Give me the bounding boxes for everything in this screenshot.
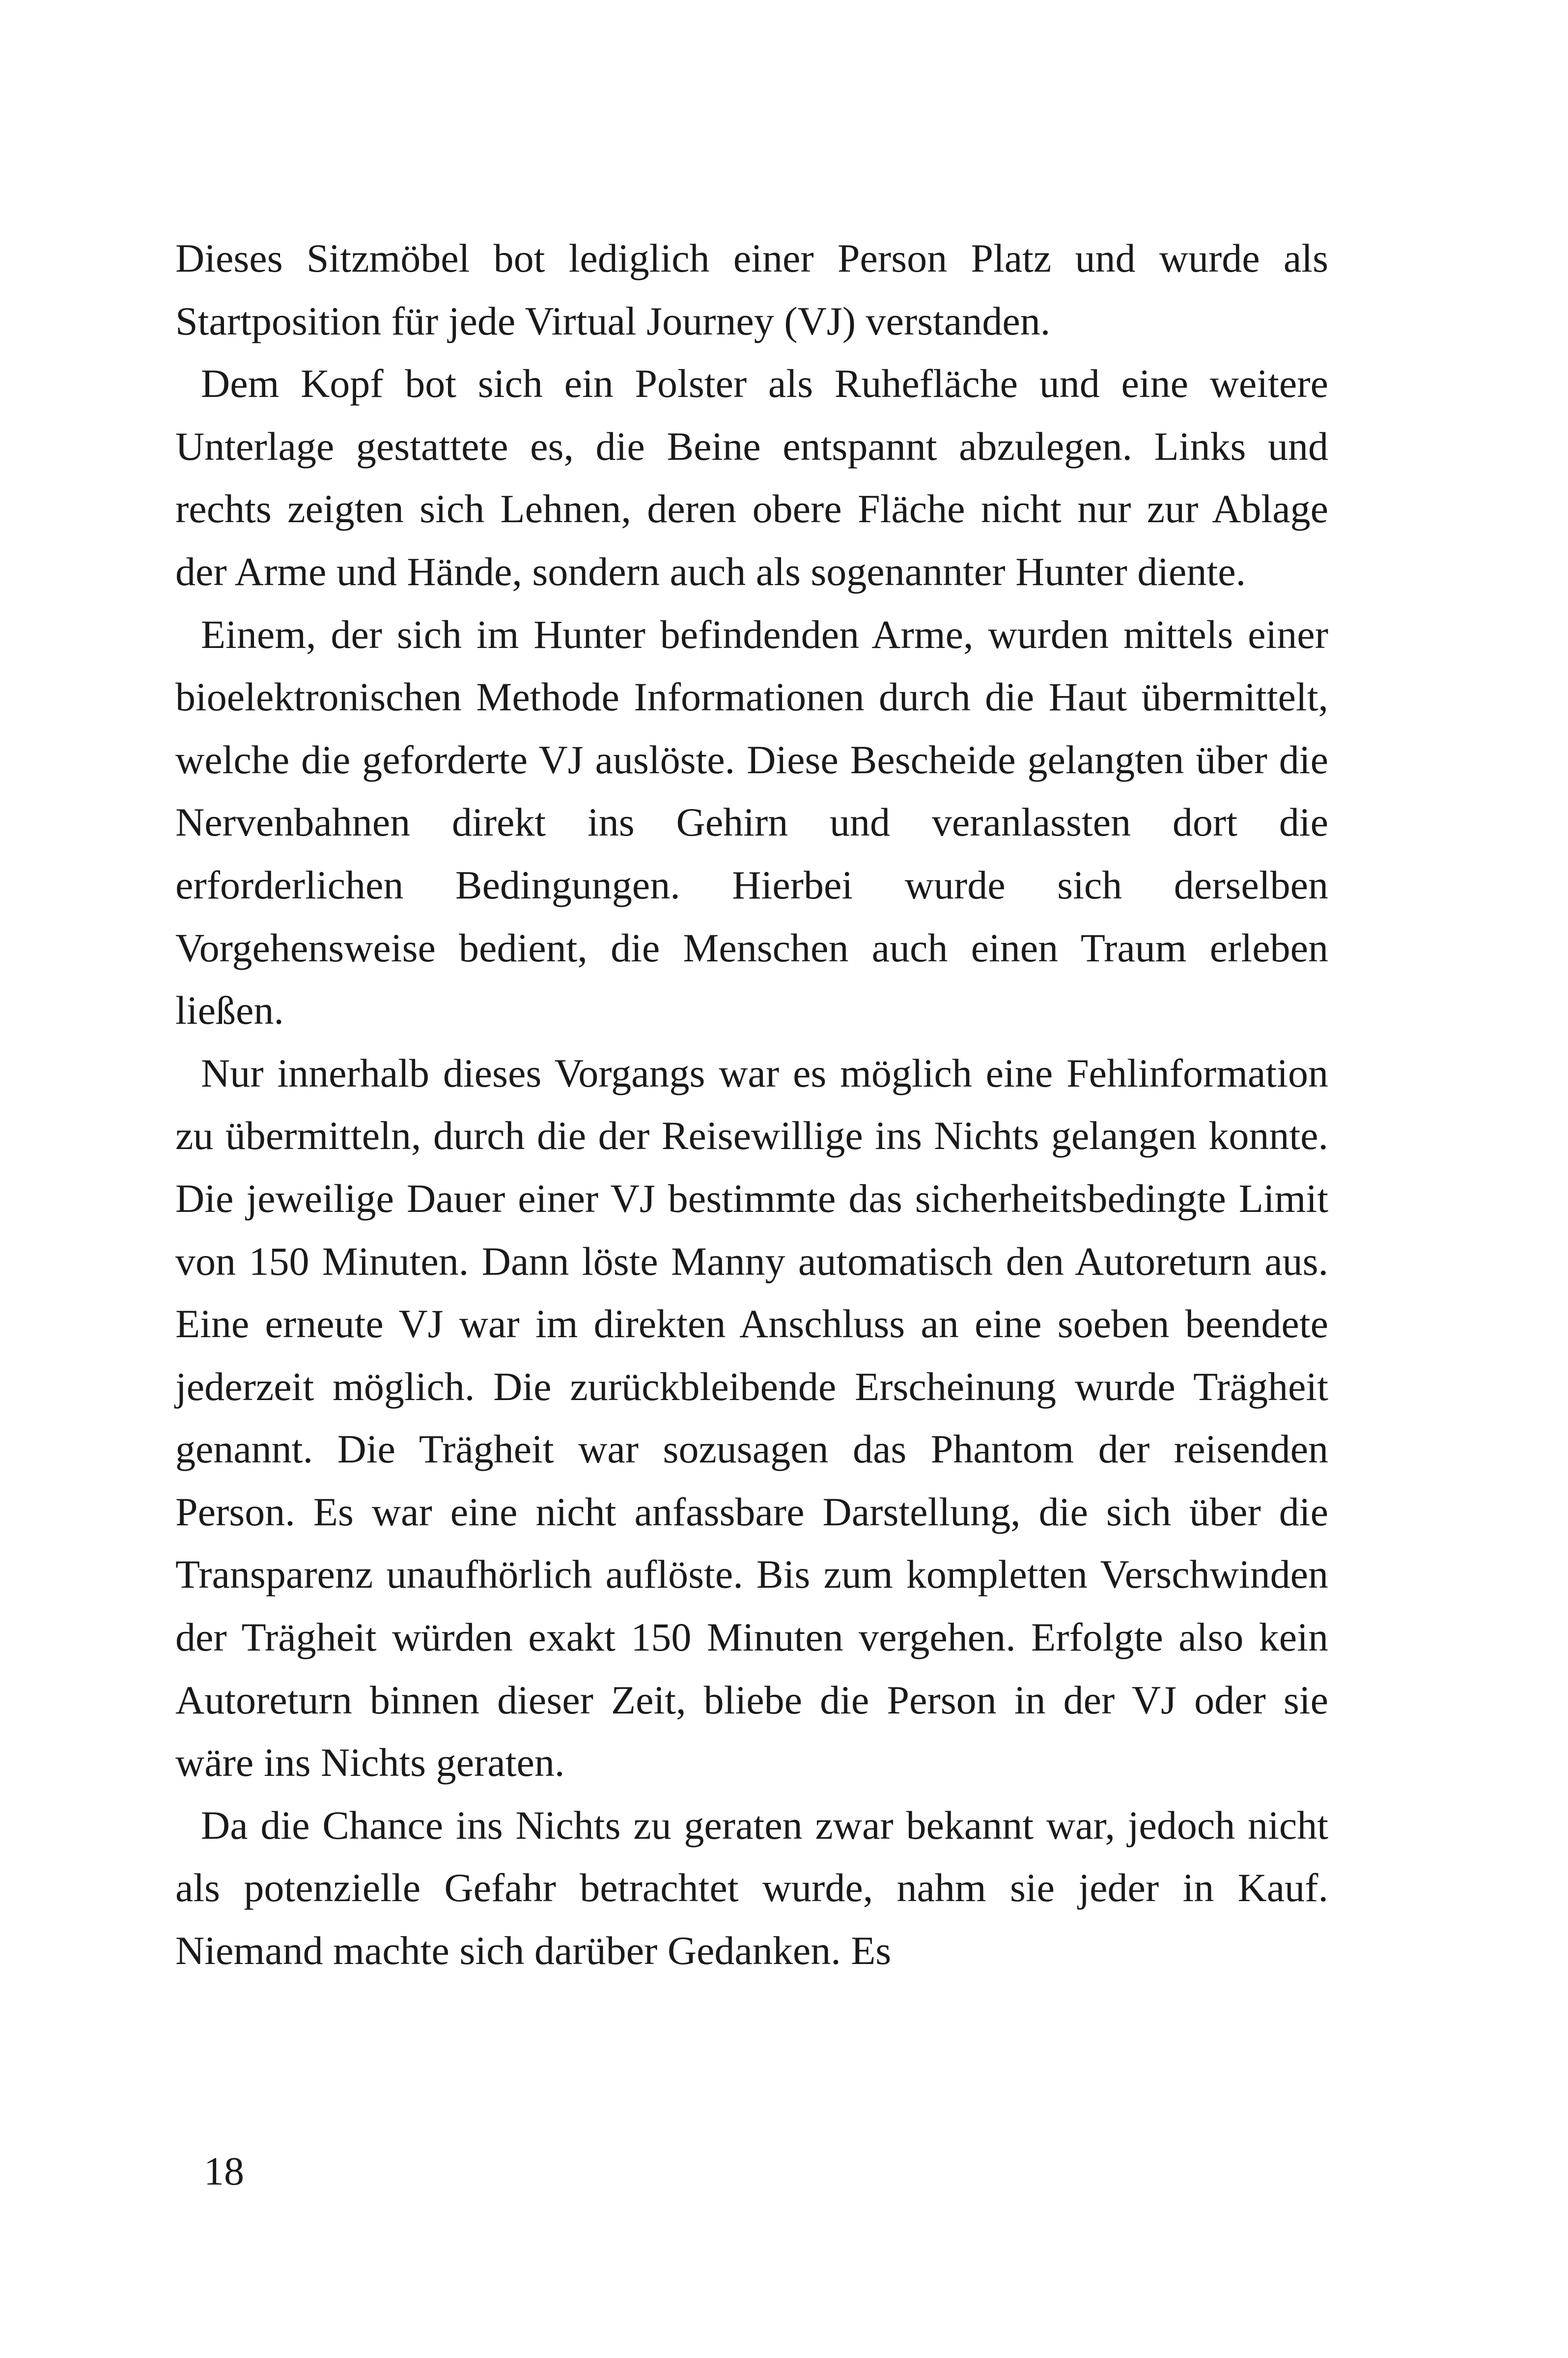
- page-number: 18: [204, 2149, 244, 2193]
- paragraph: Nur innerhalb dieses Vorgangs war es möglich eine Fehlinformation zu übermitteln, durch die der Reisewillige ins Nichts gelangen konnte. Die jeweilige Dauer einer VJ bestimmte das sicherheitsbedingte Limit von 150 Minuten. Dann löste Manny automatisch den Autoreturn aus. Eine erneute VJ war im direkten Anschluss an eine soeben beendete jederzeit möglich. Die zurückbleibende Erscheinung wurde Trägheit genannt. Die Trägheit war sozusagen das Phantom der reisenden Person. Es war eine nicht anfassbare Darstellung, die sich über die Transparenz unaufhörlich auflöste. Bis zum kompletten Verschwinden der Trägheit würden exakt 150 Minuten vergehen. Erfolgte also kein Autoreturn binnen dieser Zeit, bliebe die Person in der VJ oder sie wäre ins Nichts geraten.: [175, 1050, 1328, 1785]
- body-text: [175, 227, 1328, 1982]
- paragraph: Da die Chance ins Nichts zu geraten zwar bekannt war, jedoch nicht als potenzielle Gefahr betrachtet wurde, nahm sie jeder in Kauf. Niemand machte sich darüber Gedanken. Es: [175, 1802, 1328, 1973]
- paragraph: Dieses Sitzmöbel bot lediglich einer Person Platz und wurde als Startposition für jede Virtual Journey (VJ) verstanden.: [175, 236, 1328, 343]
- paragraph: Einem, der sich im Hunter befindenden Arme, wurden mittels einer bioelektronischen Methode Informationen durch die Haut übermittelt, welche die geforderte VJ auslöste. Diese Bescheide gelangten über die Nervenbahnen direkt ins Gehirn und veranlassten dort die erforderlichen Bedingungen. Hierbei wurde sich derselben Vorgehensweise bedient, die Menschen auch einen Traum erleben ließen.: [175, 612, 1328, 1033]
- paragraph: Dem Kopf bot sich ein Polster als Ruhefläche und eine weitere Unterlage gestattete es, die Beine entspannt abzulegen. Links und rechts zeigten sich Lehnen, deren obere Fläche nicht nur zur Ablage der Arme und Hände, sondern auch als sogenannter Hunter diente.: [175, 361, 1328, 594]
